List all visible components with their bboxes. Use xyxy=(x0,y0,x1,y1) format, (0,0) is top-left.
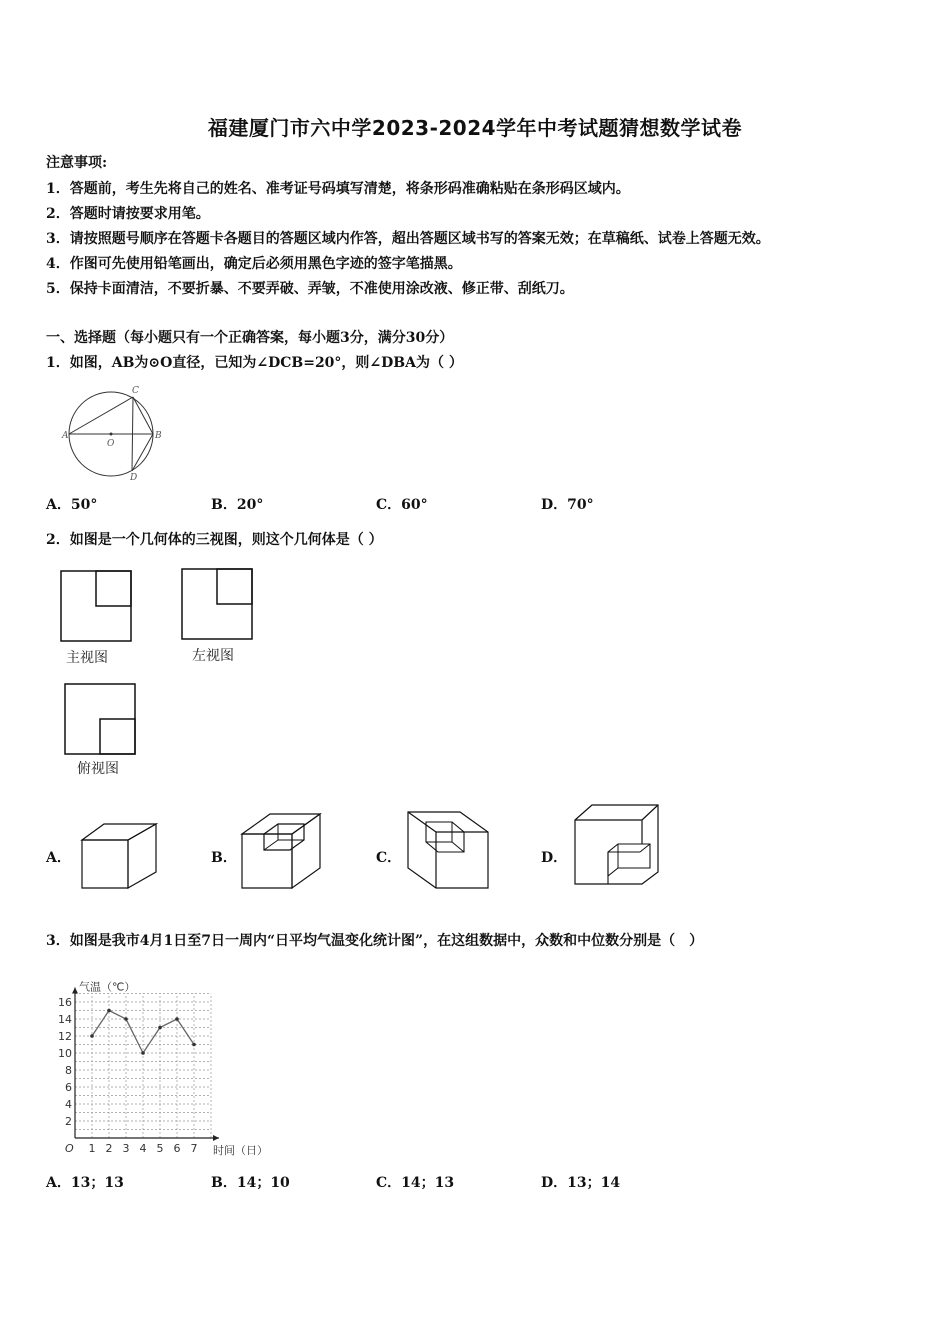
data-point xyxy=(124,1017,128,1021)
notice-item-3: 3．请按照题号顺序在答题卡各题目的答题区域内作答，超出答题区域书写的答案无效；在草稿纸、试卷上答题无效。 xyxy=(46,231,770,247)
data-point xyxy=(175,1017,179,1021)
y-tick-label: 16 xyxy=(58,996,72,1009)
x-tick-label: 4 xyxy=(139,1142,147,1155)
y-axis-arrow xyxy=(72,988,78,994)
side-view-diagram xyxy=(181,568,256,643)
data-point xyxy=(90,1034,94,1038)
data-point xyxy=(158,1026,162,1030)
x-tick-label: 7 xyxy=(190,1142,198,1155)
front-view-diagram xyxy=(60,570,135,645)
q3-option-b[interactable]: B．14；10 xyxy=(211,1175,290,1191)
q3-option-d[interactable]: D．13；14 xyxy=(541,1175,621,1191)
q2-option-b[interactable]: B． xyxy=(211,850,237,866)
data-point xyxy=(107,1009,111,1013)
q2-option-a[interactable]: A． xyxy=(46,850,71,866)
chord-cb xyxy=(133,397,153,434)
q3-option-a[interactable]: A．13；13 xyxy=(46,1175,124,1191)
y-tick-label: 12 xyxy=(58,1030,72,1043)
q2-option-d[interactable]: D． xyxy=(541,850,568,866)
question-3-stem: 3．如图是我市4月1日至7日一周内“日平均气温变化统计图”，在这组数据中，众数和中位数分别是（ ） xyxy=(46,933,704,949)
q2-option-c[interactable]: C． xyxy=(376,850,402,866)
notice-item-2: 2．答题时请按要求用笔。 xyxy=(46,206,210,222)
chord-db xyxy=(132,434,153,471)
label-d: D xyxy=(130,473,138,483)
circle-diagram xyxy=(60,382,170,482)
notice-item-5: 5．保持卡面清洁，不要折暴、不要弄破、弄皱，不准使用涂改液、修正带、刮纸刀。 xyxy=(46,281,574,297)
option-c-solid-diagram xyxy=(404,808,494,892)
x-axis-label: 时间（日） xyxy=(213,1144,268,1157)
q1-option-b[interactable]: B．20° xyxy=(211,497,264,513)
front-view-caption: 主视图 xyxy=(66,650,108,666)
x-tick-label: 6 xyxy=(173,1142,181,1155)
top-view-caption: 俯视图 xyxy=(77,761,119,777)
q3-option-c[interactable]: C．14；13 xyxy=(376,1175,455,1191)
y-tick-label: 2 xyxy=(65,1115,72,1128)
notice-heading: 注意事项: xyxy=(46,155,108,171)
label-o: O xyxy=(107,439,115,449)
q1-option-a[interactable]: A．50° xyxy=(46,497,98,513)
y-axis-label: 气温（℃） xyxy=(79,980,136,994)
label-c: C xyxy=(132,386,139,396)
temperature-line-chart xyxy=(40,962,280,1157)
question-2-stem: 2．如图是一个几何体的三视图，则这个几何体是（ ） xyxy=(46,532,383,548)
origin-label: O xyxy=(65,1142,74,1155)
notice-item-4: 4．作图可先使用铅笔画出，确定后必须用黑色字迹的签字笔描黑。 xyxy=(46,256,462,272)
center-point xyxy=(110,433,113,436)
page-title: 福建厦门市六中学2023-2024学年中考试题猜想数学试卷 xyxy=(207,116,743,140)
y-tick-label: 14 xyxy=(58,1013,72,1026)
label-a: A xyxy=(62,431,69,441)
x-tick-label: 2 xyxy=(105,1142,113,1155)
data-point xyxy=(141,1051,145,1055)
q1-option-c[interactable]: C．60° xyxy=(376,497,428,513)
side-view-caption: 左视图 xyxy=(192,648,234,664)
chord-ac xyxy=(69,397,133,434)
x-tick-label: 1 xyxy=(88,1142,96,1155)
data-point xyxy=(192,1043,196,1047)
notice-item-1: 1．答题前，考生先将自己的姓名、准考证号码填写清楚，将条形码准确粘贴在条形码区域内。 xyxy=(46,181,630,197)
x-axis-arrow xyxy=(213,1135,219,1141)
x-tick-label: 5 xyxy=(156,1142,164,1155)
y-tick-label: 4 xyxy=(65,1098,72,1111)
q1-option-d[interactable]: D．70° xyxy=(541,497,594,513)
question-1-stem: 1．如图，AB为⊙O直径，已知为∠DCB=20°，则∠DBA为（ ） xyxy=(46,355,463,371)
option-a-cube-diagram xyxy=(80,822,160,892)
top-view-diagram xyxy=(64,683,139,758)
y-tick-label: 8 xyxy=(65,1064,72,1077)
y-tick-label: 10 xyxy=(58,1047,72,1060)
chord-cd xyxy=(132,397,133,471)
section-heading: 一、选择题（每小题只有一个正确答案，每小题3分，满分30分） xyxy=(46,330,454,346)
x-tick-label: 3 xyxy=(122,1142,130,1155)
option-d-solid-diagram xyxy=(572,802,664,888)
option-b-solid-diagram xyxy=(240,812,325,892)
y-tick-label: 6 xyxy=(65,1081,72,1094)
label-b: B xyxy=(155,431,162,441)
